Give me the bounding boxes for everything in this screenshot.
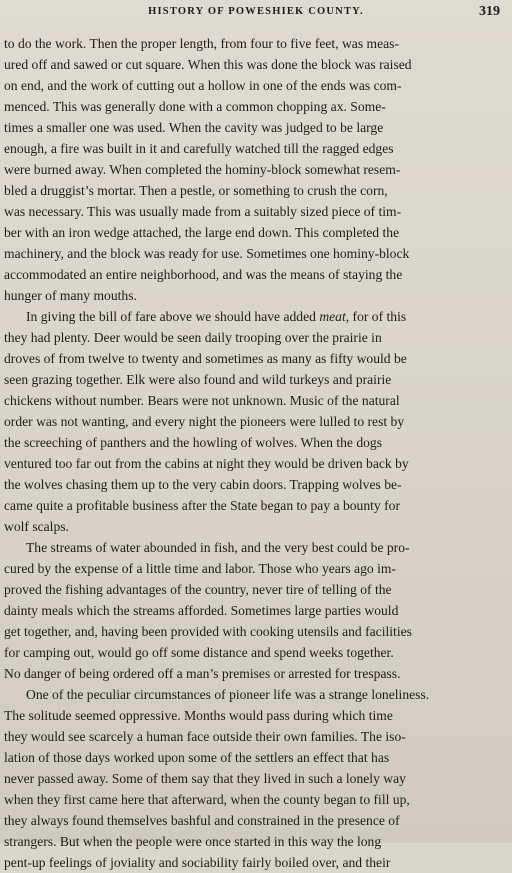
- text-line: were burned away. When completed the hominy-block somewhat resem-: [4, 162, 401, 177]
- paragraph-start-line: [4, 306, 508, 327]
- text-line: cured by the expense of a little time and labor. Those who years ago im-: [4, 561, 396, 576]
- text-line: wolf scalps.: [4, 519, 69, 534]
- text-line: the screeching of panthers and the howling of wolves. When the dogs: [4, 435, 383, 450]
- paragraph-start-line: One of the peculiar circumstances of pioneer life was a strange loneliness.: [26, 687, 430, 702]
- text-line: ber with an iron wedge attached, the large end down. This completed the: [4, 225, 400, 240]
- text-line: times a smaller one was used. When the cavity was judged to be large: [4, 120, 384, 135]
- text-line: get together, and, having been provided with cooking utensils and facilities: [4, 624, 412, 639]
- text-line: seen grazing together. Elk were also found and wild turkeys and prairie: [4, 372, 392, 387]
- text-line: accommodated an entire neighborhood, and was the means of staying the: [4, 267, 403, 282]
- text-line: on end, and the work of cutting out a hollow in one of the ends was com-: [4, 78, 402, 93]
- text-line: dainty meals which the streams afforded. Sometimes large parties would: [4, 603, 399, 618]
- emphasized-word: meat: [319, 309, 346, 324]
- text-line: the wolves chasing them up to the very cabin doors. Trapping wolves be-: [4, 477, 402, 492]
- text-line: never passed away. Some of them say that they lived in such a lonely way: [4, 771, 406, 786]
- text-line: enough, a fire was built in it and carefully watched till the ragged edges: [4, 141, 394, 156]
- line-text-after-emphasis: , for of this: [345, 309, 407, 324]
- text-line: ured off and sawed or cut square. When this was done the block was raised: [4, 57, 412, 72]
- text-line: came quite a profitable business after the State began to pay a bounty for: [4, 498, 400, 513]
- text-line: droves of from twelve to twenty and sometimes as many as fifty would be: [4, 351, 407, 366]
- text-line: ventured too far out from the cabins at night they would be driven back by: [4, 456, 409, 471]
- text-line: lation of those days worked upon some of the settlers an effect that has: [4, 750, 390, 765]
- text-line: they had plenty. Deer would be seen daily trooping over the prairie in: [4, 330, 382, 345]
- text-line: machinery, and the block was ready for use. Sometimes one hominy-block: [4, 246, 410, 261]
- text-line: chickens without number. Bears were not unknown. Music of the natural: [4, 393, 400, 408]
- text-line: order was not wanting, and every night the pioneers were lulled to rest by: [4, 414, 405, 429]
- text-line: No danger of being ordered off a man’s premises or arrested for trespass.: [4, 666, 401, 681]
- text-line: was necessary. This was usually made from a suitably sized piece of tim-: [4, 204, 402, 219]
- text-line: to do the work. Then the proper length, from four to five feet, was meas-: [4, 36, 399, 51]
- text-line: when they first came here that afterward, when the county began to fill up,: [4, 792, 410, 807]
- text-line: proved the fishing advantages of the country, never tire of telling of the: [4, 582, 392, 597]
- text-line: strangers. But when the people were once started in this way the long: [4, 834, 382, 849]
- text-line: for camping out, would go off some distance and spend weeks together.: [4, 645, 394, 660]
- text-line: they would see scarcely a human face outside their own families. The iso-: [4, 729, 406, 744]
- page-header-title: HISTORY OF POWESHIEK COUNTY.: [148, 6, 364, 17]
- text-line: they always found themselves bashful and constrained in the presence of: [4, 813, 400, 828]
- body-text: [4, 33, 508, 873]
- paragraph-start-line: The streams of water abounded in fish, and the very best could be pro-: [26, 540, 410, 555]
- text-line: menced. This was generally done with a common chopping ax. Some-: [4, 99, 386, 114]
- text-line: The solitude seemed oppressive. Months would pass during which time: [4, 708, 393, 723]
- running-head: [0, 6, 512, 22]
- line-text-before-emphasis: In giving the bill of fare above we should have added: [26, 309, 320, 324]
- page-number: 319: [479, 4, 500, 19]
- text-line: hunger of many mouths.: [4, 288, 137, 303]
- text-line: bled a druggist’s mortar. Then a pestle, or something to crush the corn,: [4, 183, 388, 198]
- text-line: pent-up feelings of joviality and sociability fairly boiled over, and their: [4, 855, 391, 870]
